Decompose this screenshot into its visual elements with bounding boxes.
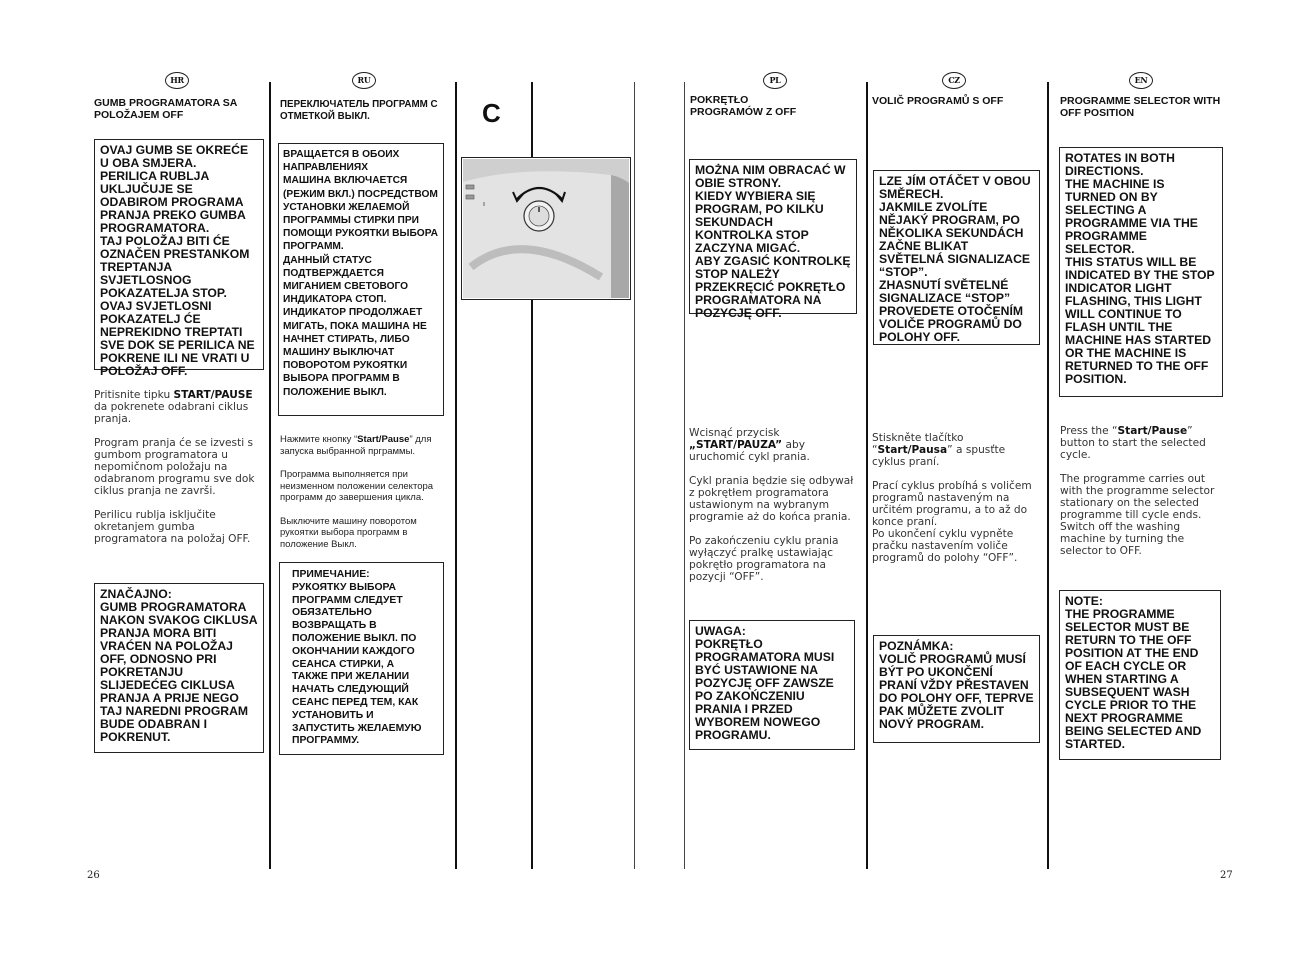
instructions-text: Нажмите кнопку “Start/Pause” для запуска выбранной прграммы. Программа выполняется при неизменном положении селектора программ до завершения цикла. Выключите машину поворотом рукоятки выбора программ в положение Выкл. (280, 434, 434, 550)
washing-machine-illustration (461, 157, 631, 300)
language-badge-cz: CZ (942, 72, 966, 89)
instructions-text: Stiskněte tlačítko “Start/Pausa” a spusťte cyklus praní. Prací cyklus probíhá s voličem programů nastaveným na určitém programu, a to až do konce praní. Po ukončení cyklu vypněte pračku nastavením voliče programů do polohy “OFF”. (872, 432, 1032, 564)
language-badge-hr: HR (165, 72, 189, 89)
instructions-text: Wcisnąć przycisk „START/PAUZA” aby uruchomić cykl prania. Cykl prania będzie się odbywał z pokrętłem programatora ustawionym na wybranym programie aż do końca prania. Po zakończeniu cyklu prania wyłączyć pralkę ustawiając pokrętło programatora na pozycji “OFF”. (689, 427, 854, 583)
info-box: ROTATES IN BOTH DIRECTIONS. THE MACHINE IS TURNED ON BY SELECTING A PROGRAMME VIA THE PROGRAMME SELECTOR. THIS STATUS WILL BE INDICATED BY THE STOP INDICATOR LIGHT FLASHING, THIS LIGHT WILL CONTINUE TO FLASH UNTIL THE MACHINE HAS STARTED OR THE MACHINE IS RETURNED TO THE OFF POSITION. (1059, 147, 1223, 397)
warning-box: ПРИМЕЧАНИЕ: РУКОЯТКУ ВЫБОРА ПРОГРАММ СЛЕДУЕТ ОБЯЗАТЕЛЬНО ВОЗВРАЩАТЬ В ПОЛОЖЕНИЕ ВЫКЛ. ПО ОКОНЧАНИИ КАЖДОГО СЕАНСА СТИРКИ, А ТАКЖЕ ПРИ ЖЕЛАНИИ НАЧАТЬ СЛЕДУЮЩИЙ СЕАНС ПЕРЕД ТЕМ, КАК УСТАНОВИТЬ И ЗАПУСТИТЬ ЖЕЛАЕМУЮ ПРОГРАММУ. (279, 562, 444, 755)
info-box: MOŻNA NIM OBRACAĆ W OBIE STRONY. KIEDY WYBIERA SIĘ PROGRAM, PO KILKU SEKUNDACH KONTROLKA STOP ZACZYNA MIGAĆ. ABY ZGASIĆ KONTROLKĘ STOP NALEŻY PRZEKRĘCIĆ POKRĘTŁO PROGRAMATORA NA POZYCJĘ OFF. (689, 159, 857, 314)
info-box: OVAJ GUMB SE OKREĆE U OBA SMJERA. PERILICA RUBLJA UKLJUČUJE SE ODABIROM PROGRAMA PRANJA PREKO GUMBA PROGRAMATORA. TAJ POLOŽAJ BITI ĆE OZNAČEN PRESTANKOM TREPTANJA SVJETLOSNOG POKAZATELJA STOP. OVAJ SVJETLOSNI POKAZATELJ ĆE NEPREKIDNO TREPTATI SVE DOK SE PERILICA NE POKRENE ILI NE VRATI U POLOŽAJ OFF. (94, 139, 264, 370)
warning-box: UWAGA: POKRĘTŁO PROGRAMATORA MUSI BYĆ USTAWIONE NA POZYCJĘ OFF ZAWSZE PO ZAKOŃCZENIU PRANIA I PRZED WYBOREM NOWEGO PROGRAMU. (689, 620, 855, 750)
warning-box: ZNAČAJNO: GUMB PROGRAMATORA NAKON SVAKOG CIKLUSA PRANJA MORA BITI VRAĆEN NA POLOŽAJ OFF, ODNOSNO PRI POKRETANJU SLIJEDEĆEG CIKLUSA PRANJA A PRIJE NEGO TAJ NAREDNI PROGRAM BUDE ODABRAN I POKRENUT. (94, 583, 264, 753)
divider-line (455, 82, 457, 869)
page-number: 27 (1220, 870, 1233, 881)
info-box: ВРАЩАЕТСЯ В ОБОИХ НАПРАВЛЕНИЯХ МАШИНА ВКЛЮЧАЕТСЯ (РЕЖИМ ВКЛ.) ПОСРЕДСТВОМ УСТАНОВКИ ЖЕЛАЕМОЙ ПРОГРАММЫ СТИРКИ ПРИ ПОМОЩИ РУКОЯТКИ ВЫБОРА ПРОГРАММ. ДАННЫЙ СТАТУС ПОДТВЕРЖДАЕТСЯ МИГАНИЕМ СВЕТОВОГО ИНДИКАТОРА СТОП. ИНДИКАТОР ПРОДОЛЖАЕТ МИГАТЬ, ПОКА МАШИНА НЕ НАЧНЕТ СТИРАТЬ, ЛИБО МАШИНУ ВЫКЛЮЧАТ ПОВОРОТОМ РУКОЯТКИ ВЫБОРА ПРОГРАММ В ПОЛОЖЕНИЕ ВЫКЛ. (278, 143, 444, 416)
language-badge-en: EN (1129, 72, 1153, 89)
info-box: LZE JÍM OTÁČET V OBOU SMĚRECH. JAKMILE ZVOLÍTE NĚJAKÝ PROGRAM, PO NĚKOLIKA SEKUNDÁCH ZAČNE BLIKAT SVĚTELNÁ SIGNALIZACE “STOP”. ZHASNUTÍ SVĚTELNÉ SIGNALIZACE “STOP” PROVEDETE OTOČENÍM VOLIČE PROGRAMŮ DO POLOHY OFF. (873, 170, 1040, 345)
divider-line (866, 82, 868, 869)
section-heading: GUMB PROGRAMATORA SA POLOŽAJEM OFF (94, 97, 237, 121)
page-number: 26 (87, 870, 100, 881)
divider-line (269, 82, 271, 869)
section-heading: ПЕРЕКЛЮЧАТЕЛЬ ПРОГРАММ С ОТМЕТКОЙ ВЫКЛ. (280, 99, 438, 122)
divider-line (1047, 82, 1049, 869)
language-badge-pl: PL (763, 72, 787, 89)
language-badge-ru: RU (352, 72, 376, 89)
instructions-text: Pritisnite tipku START/PAUSE da pokrenete odabrani ciklus pranja. Program pranja će se izvesti s gumbom programatora u nepomičnom položaju na odabranom programu sve dok ciklus pranja ne završi. Perilicu rublja isključite okretanjem gumba programatora na položaj OFF. (94, 389, 255, 545)
page-gutter-line (634, 82, 635, 869)
section-heading: POKRĘTŁO PROGRAMÓW Z OFF (690, 94, 797, 118)
warning-box: NOTE: THE PROGRAMME SELECTOR MUST BE RETURN TO THE OFF POSITION AT THE END OF EACH CYCLE OR WHEN STARTING A SUBSEQUENT WASH CYCLE PRIOR TO THE NEXT PROGRAMME BEING SELECTED AND STARTED. (1059, 590, 1221, 760)
section-heading: VOLIČ PROGRAMŮ S OFF (872, 95, 1004, 107)
section-letter: C (482, 98, 501, 128)
warning-box: POZNÁMKA: VOLIČ PROGRAMŮ MUSÍ BÝT PO UKONČENÍ PRANÍ VŽDY PŘESTAVEN DO POLOHY OFF, TEPRVE PAK MŮŽETE ZVOLIT NOVÝ PROGRAM. (873, 635, 1040, 743)
instructions-text: Press the “Start/Pause” button to start the selected cycle. The programme carries out with the programme selector stationary on the selected programme till cycle ends. Switch off the washing machine by turning the selector to OFF. (1060, 425, 1215, 557)
section-heading: PROGRAMME SELECTOR WITH OFF POSITION (1060, 95, 1221, 119)
divider-line (684, 82, 685, 869)
